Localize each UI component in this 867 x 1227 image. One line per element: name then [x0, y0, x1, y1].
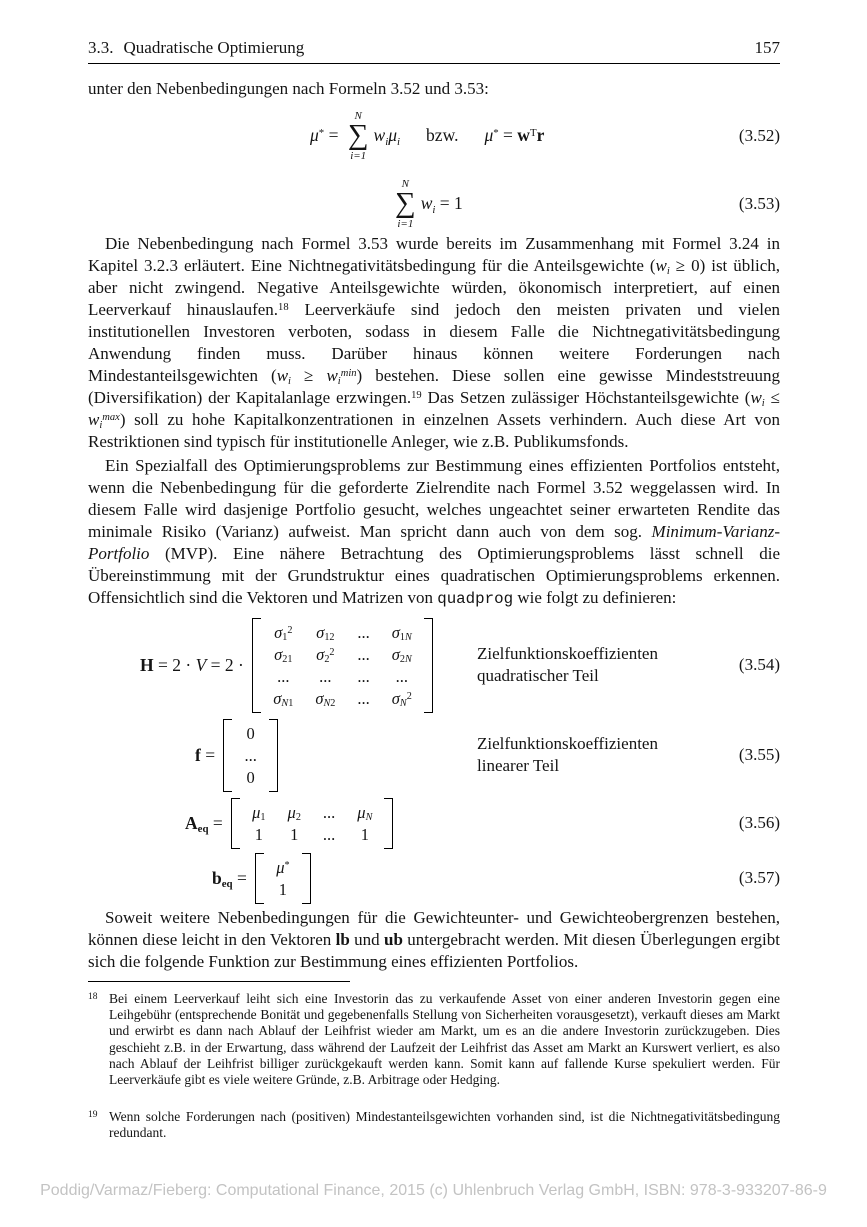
- vector-grid: [264, 853, 301, 904]
- eq352-connector: bzw.: [426, 125, 459, 146]
- matrix-cell: 0: [246, 767, 255, 787]
- matrix-cell: σ21: [274, 644, 293, 666]
- left-bracket: [252, 618, 261, 713]
- matrix-cell: $\sigma N^2$: [391, 688, 412, 710]
- eq354-lhs: H = 2 · V = 2 ·: [140, 654, 249, 675]
- eq357-lhs: beq =: [212, 867, 252, 890]
- matrix-cell: ...: [322, 824, 336, 844]
- footer-text: Poddig/Varmaz/Fieberg: Computational Finance, 2015 (c) Uhlenbruch Verlag GmbH, ISBN: 978-3-933207-86-9: [40, 1182, 827, 1199]
- eq355-formula: [195, 719, 282, 792]
- sigma-icon: ∑: [347, 119, 369, 152]
- footnote-19: [88, 1109, 780, 1141]
- right-bracket: [384, 798, 393, 849]
- intro-line: unter den Nebenbedingungen nach Formeln 3.52 und 3.53:: [88, 79, 489, 98]
- equation-3-55: [88, 718, 780, 792]
- eq352-summand: wiμi: [373, 125, 401, 148]
- label-line-1: Zielfunktionskoeffizienten: [477, 644, 658, 663]
- matrix-cell: ...: [244, 745, 257, 765]
- matrix-cell: ...: [322, 802, 336, 822]
- paragraph-1: Die Nebenbedingung nach Formel 3.53 wurde bereits im Zusammenhang mit Formel 3.24 in Kapitel 3.2.3 erläutert. Eine Nichtnegativitätsbedingung für die Anteilsgewichte (wi ≥ 0) ist üblich, aber nicht zwingend. Negative Anteilsgewichte würden, ökonomisch interpretiert, auf einen Leerverkauf hinauslaufen.$^{18}$ Leerverkäufe sind jedoch den meisten privaten und vielen institutionellen Investoren verboten, sodass in diesem Falle die Nichtnegativitätsbedingung Anwendung finden muss. Darüber hinaus können weitere Forderungen nach Mindestanteilsgewichten $(wi \ge wi^{min})$ bestehen. Diese sollen eine gewisse Mindeststreuung (Diversifikation) der Kapitalanlage erzwingen.$^{19}$ Das Setzen zulässiger Höchstanteilsgewichte $(wi \le wi^{max})$ soll zu hohe Kapitalkonzentrationen in einzelnen Assets verhindern. Auch diese Art von Restriktionen sind typisch für institutionelle Anleger, wie z.B. Publikumsfonds.: [88, 234, 780, 451]
- matrix-cell: ...: [357, 622, 370, 642]
- paragraph-2: Ein Spezialfall des Optimierungsproblems zur Bestimmung eines effizienten Portfolios entsteht, wenn die Nebenbedingung für die geforderte Zielrendite nach Formel 3.52 weggelassen wird. In diesem Falle wird dasjenige Portfolio gesucht, welches ungeachtet seiner erwarteten Rendite das minimale Risiko (Varianz) aufweist. Man spricht dann auch von dem sog. Minimum-Varianz-Portfolio (MVP). Eine nähere Betrachtung des Optimierungsproblems lässt schnell die Übereinstimmung mit der Grundstruktur eines quadratischen Optimierungsproblems erkennen. Offensichtlich sind die Vektoren und Matrizen von quadprog wie folgt zu definieren:: [88, 456, 780, 608]
- section-title: Quadratische Optimierung: [123, 38, 305, 57]
- left-bracket: [223, 719, 232, 792]
- equation-3-54: [88, 615, 780, 715]
- matrix-cell: ...: [395, 666, 408, 686]
- matrix-cell: 1: [254, 824, 263, 844]
- sum-upper-limit: N: [354, 109, 362, 122]
- matrix-cell: 0: [246, 723, 255, 743]
- eq353-formula: [390, 178, 463, 231]
- page-number: 157: [754, 38, 780, 57]
- eq352-lhs: μ* =: [310, 125, 343, 146]
- eq357-formula: [212, 853, 315, 904]
- aeq-matrix: [231, 798, 393, 849]
- label-line-2: linearer Teil: [477, 756, 560, 775]
- left-bracket: [231, 798, 240, 849]
- eq352-formula: [310, 110, 544, 163]
- label-line-1: Zielfunktionskoeffizienten: [477, 734, 658, 753]
- eq356-formula: [185, 798, 397, 849]
- label-line-2: quadratischer Teil: [477, 666, 599, 685]
- right-bracket: [269, 719, 278, 792]
- matrix-cell: 1: [278, 879, 288, 899]
- matrix-grid: [261, 618, 424, 713]
- matrix-cell: ...: [277, 666, 290, 686]
- equation-3-57: [88, 850, 780, 906]
- equation-number: (3.56): [738, 813, 780, 832]
- footnote-18: [88, 991, 780, 1088]
- matrix-cell: μ1: [252, 802, 266, 824]
- summation-symbol: [348, 110, 369, 163]
- sigma-icon: ∑: [395, 187, 416, 220]
- matrix-cell: 1: [360, 824, 369, 844]
- equation-number: (3.55): [738, 745, 780, 764]
- footnote-text: Bei einem Leerverkauf leiht sich eine Investorin das zu verkaufende Asset von einer anderen Investorin gegen eine Leihgebühr (entsprechende Bonität und gegebenenfalls Stellung von Sicherheiten vorausgesetzt), verkauft dieses am Markt und erwirbt es dann nach Ablauf der Leihfrist wieder am Markt, um es an die andere Investorin zurückzugeben. Dies geschieht z.B. in der Erwartung, dass während der Laufzeit der Leihfrist das Asset am Markt an Kurswert verliert, es also nach Ablauf der Leihfrist billiger zurückgekauft werden kann. Somit kann auf fallende Kurse spekuliert werden. Für Leerverkäufe gibt es viele weitere Gründe, z.B. Arbitrage oder Hedging.: [109, 991, 780, 1088]
- matrix-cell: 1: [290, 824, 299, 844]
- page-header: [88, 38, 780, 64]
- eq356-lhs: Aeq =: [185, 812, 228, 835]
- matrix-grid: [240, 798, 384, 849]
- matrix-cell: μ*: [276, 857, 290, 877]
- equation-3-56: [88, 796, 780, 850]
- footnote-separator: [88, 981, 350, 982]
- vector-grid: [232, 719, 268, 792]
- equation-number: (3.52): [738, 126, 780, 145]
- sum-lower-limit: i=1: [350, 149, 367, 162]
- eq354-formula: [140, 618, 437, 713]
- sum-lower-limit: i=1: [397, 217, 414, 230]
- footnote-marker: 19: [88, 1110, 98, 1120]
- matrix-cell: ...: [357, 666, 370, 686]
- matrix-cell: σN1: [273, 688, 294, 710]
- right-bracket: [302, 853, 311, 904]
- matrix-cell: μN: [357, 802, 373, 824]
- matrix-cell: ...: [357, 688, 370, 708]
- matrix-cell: ...: [357, 644, 370, 664]
- matrix-cell: σ2N: [391, 644, 412, 666]
- left-bracket: [255, 853, 264, 904]
- eq353-body: wi = 1: [420, 193, 463, 216]
- eq355-lhs: f =: [195, 744, 220, 765]
- matrix-cell: σ1N: [391, 622, 412, 644]
- section-number: 3.3.: [88, 38, 114, 57]
- equation-3-53: [88, 172, 780, 236]
- matrix-cell: $\sigma 1^2$: [274, 622, 293, 644]
- matrix-cell: σ12: [316, 622, 335, 644]
- equation-label: [477, 733, 658, 777]
- eq352-rhs: $\mu^* = w^Tr$: [484, 125, 545, 146]
- header-left: [88, 38, 304, 57]
- summation-symbol: [395, 178, 416, 231]
- f-vector: [223, 719, 277, 792]
- matrix-cell: ...: [319, 666, 332, 686]
- beq-vector: [255, 853, 310, 904]
- matrix-cell: μ2: [287, 802, 301, 824]
- matrix-cell: $\sigma 2^2$: [316, 644, 335, 666]
- footnote-text: Wenn solche Forderungen nach (positiven) Mindestanteilsgewichten vorhanden sind, ist die Nichtnegativitätsbedingung redundant.: [109, 1109, 780, 1141]
- equation-number: (3.54): [738, 655, 780, 674]
- equation-label: [477, 643, 658, 687]
- footnote-marker: 18: [88, 992, 98, 1002]
- equation-number: (3.53): [738, 194, 780, 213]
- matrix-cell: σN2: [315, 688, 336, 710]
- equation-3-52: [88, 100, 780, 172]
- equation-number: (3.57): [738, 868, 780, 887]
- right-bracket: [424, 618, 433, 713]
- sum-upper-limit: N: [401, 177, 410, 190]
- covariance-matrix: [252, 618, 433, 713]
- paragraph-3: Soweit weitere Nebenbedingungen für die Gewichteunter- und Gewichteobergrenzen bestehen, können diese leicht in den Vektoren lb und ub untergebracht werden. Mit diesen Überlegungen ergibt sich die folgende Funktion zur Bestimmung eines effizienten Portfolios.: [88, 908, 780, 971]
